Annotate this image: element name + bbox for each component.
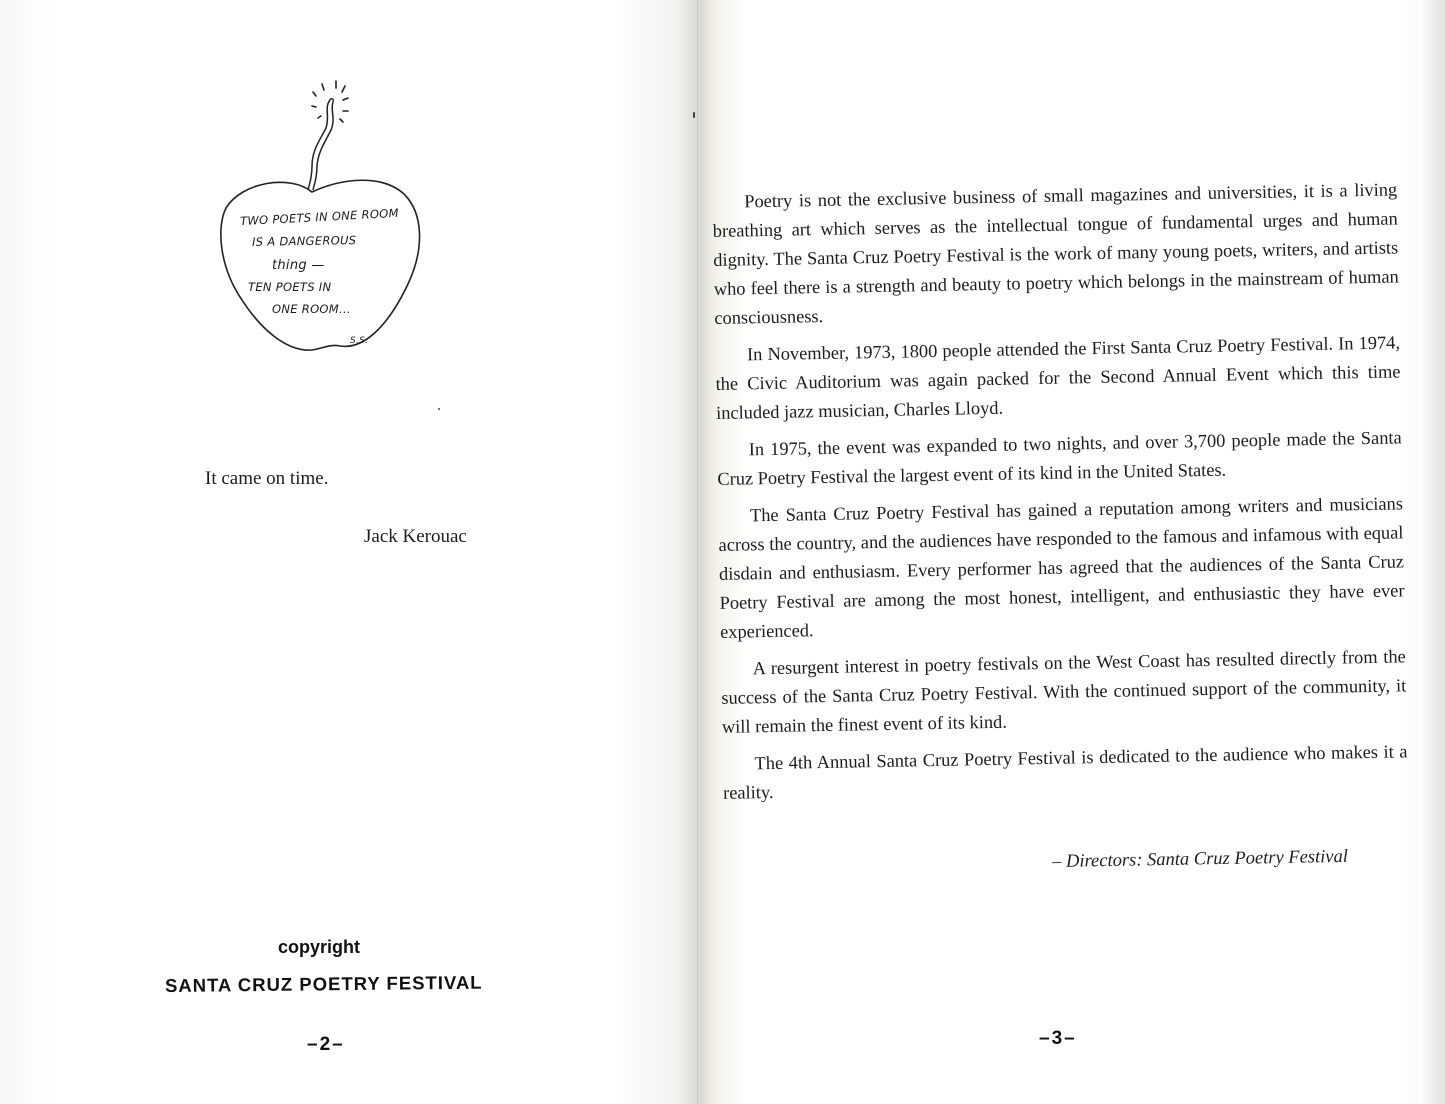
paper-speck (438, 408, 440, 410)
paragraph: A resurgent interest in poetry festivals on the West Coast has resulted directly from the success of the Santa Cruz Poetry Festival. With the continued support of the community, it will remain the finest event of its kind. (721, 646, 1407, 737)
page-number-right: –3– (1039, 1028, 1077, 1049)
body-text (712, 175, 1408, 815)
quote-text: It came on time. (205, 468, 329, 489)
paragraph: The 4th Annual Santa Cruz Poetry Festival is dedicated to the audience who makes it a reality. (722, 741, 1408, 803)
illustration-line-4: TEN POETS IN (248, 280, 332, 294)
illustration-line-2: IS A DANGEROUS (251, 233, 357, 249)
left-page (0, 0, 698, 1104)
paragraph: The Santa Cruz Poetry Festival has gained a reputation among writers and musicians across the country, and the audiences have responded to the famous and infamous with equal disdain and enthusiasm. Every performer has agreed that the audiences of the Santa Cruz Poetry Festival are among the most honest, intelligent, and enthusiastic they have ever experienced. (718, 493, 1405, 642)
page-number-left: –2– (307, 1034, 345, 1055)
paragraph: In 1975, the event was expanded to two nights, and over 3,700 people made the Santa Cruz Poetry Festival the largest event of its kind in the United States. (717, 427, 1402, 489)
illustration-line-3: thing — (272, 258, 325, 273)
page-edge (1419, 0, 1445, 1104)
festival-name: SANTA CRUZ POETRY FESTIVAL (164, 971, 483, 996)
copyright-label: copyright (278, 937, 361, 957)
signature: – Directors: Santa Cruz Poetry Festival (1052, 846, 1349, 872)
paragraph: In November, 1973, 1800 people attended the First Santa Cruz Poetry Festival. In 1974, the Civic Auditorium was again packed for the Second Annual Event which this time included jazz musician, Charles Lloyd. (715, 332, 1401, 423)
quote-author: Jack Kerouac (364, 526, 467, 547)
paragraph: Poetry is not the exclusive business of small magazines and universities, it is a living breathing art which serves as the intellectual tongue of fundamental urges and human dignity. The Santa Cruz Poetry Festival is the work of many young poets, writers, and artists who feel there is a strength and beauty to poetry which belongs in the mainstream of human consciousness. (712, 179, 1399, 328)
illustration-line-1: TWO POETS IN ONE ROOM (239, 205, 400, 229)
apple-bomb-illustration (212, 78, 432, 358)
paper-speck (693, 112, 695, 118)
illustration-initials: S.S. (350, 336, 369, 346)
illustration-line-5: ONE ROOM... (272, 302, 351, 316)
